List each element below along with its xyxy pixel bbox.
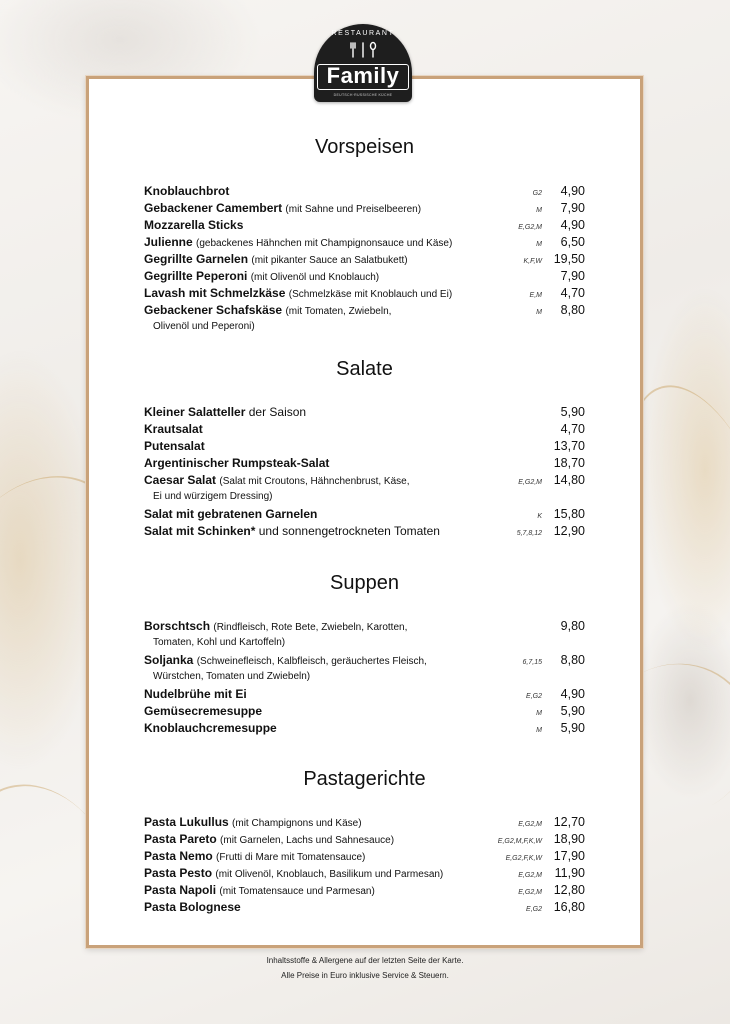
- menu-item: [144, 652, 587, 684]
- item-name: Mozzarella Sticks: [144, 218, 244, 232]
- menu-item: [144, 285, 587, 303]
- item-price: 7,90: [560, 201, 585, 215]
- item-description: (mit Tomatensauce und Parmesan): [219, 886, 375, 897]
- item-price: 17,90: [553, 849, 585, 863]
- item-allergens: M: [536, 241, 542, 248]
- item-name: Krautsalat: [144, 422, 203, 436]
- item-allergens: E,G2,M: [518, 889, 542, 896]
- item-price: 8,80: [560, 653, 585, 667]
- menu-item: [144, 472, 587, 504]
- item-allergens: E,G2,M: [518, 479, 542, 486]
- item-allergens: K,F,W: [523, 258, 542, 265]
- item-name: Pasta Bolognese: [144, 900, 241, 914]
- item-allergens: E,G2: [526, 906, 542, 913]
- menu-item: [144, 848, 587, 866]
- item-allergens: G2: [532, 190, 542, 197]
- item-name: Kleiner Salatteller: [144, 405, 246, 419]
- item-price: 7,90: [560, 269, 585, 283]
- item-price: 18,70: [553, 456, 585, 470]
- item-description: (Salat mit Croutons, Hähnchenbrust, Käse,: [219, 476, 410, 487]
- menu-item: [144, 686, 587, 703]
- menu-item: [144, 523, 587, 540]
- menu-item: [144, 618, 587, 650]
- item-allergens: 5,7,8,12: [516, 530, 542, 537]
- item-description: (mit Olivenöl, Knoblauch, Basilikum und Parmesan): [215, 869, 444, 880]
- item-name: Gebackener Schafskäse: [144, 303, 283, 317]
- item-allergens: E,G2: [526, 693, 542, 700]
- menu-item: [144, 506, 587, 523]
- item-allergens: M: [536, 309, 542, 316]
- item-description: (mit Tomaten, Zwiebeln,: [285, 306, 392, 317]
- menu-item: [144, 720, 587, 737]
- menu-item: [144, 200, 587, 218]
- cutlery-icon: [314, 41, 412, 63]
- item-name: Pasta Lukullus: [144, 815, 229, 829]
- item-description-line2: Würstchen, Tomaten und Zwiebeln): [153, 671, 311, 682]
- item-description: (mit Sahne und Preiselbeeren): [285, 204, 422, 215]
- item-name: Gegrillte Garnelen: [144, 252, 249, 266]
- item-name: Soljanka: [144, 653, 194, 667]
- section-title-pastagerichte: Pastagerichte: [303, 768, 426, 790]
- section-title-suppen: Suppen: [330, 572, 399, 594]
- item-allergens: M: [536, 207, 542, 214]
- menu-item: [144, 455, 587, 472]
- footer-allergen-note: Inhaltsstoffe & Allergene auf der letzten Seite der Karte.: [266, 956, 464, 965]
- menu-item: [144, 865, 587, 883]
- restaurant-logo: [314, 24, 412, 102]
- item-name: Salat mit Schinken*: [144, 524, 256, 538]
- menu-item: [144, 438, 587, 455]
- item-description-line2: Olivenöl und Peperoni): [153, 321, 255, 332]
- item-price: 14,80: [553, 473, 585, 487]
- item-allergens: E,G2,M: [518, 872, 542, 879]
- item-price: 16,80: [553, 900, 585, 914]
- item-price: 13,70: [553, 439, 585, 453]
- item-price: 5,90: [560, 704, 585, 718]
- item-description: (gebackenes Hähnchen mit Champignonsauce und Käse): [196, 238, 453, 249]
- item-name: Putensalat: [144, 439, 205, 453]
- item-description: (mit Garnelen, Lachs und Sahnesauce): [220, 835, 395, 846]
- item-description: (Schweinefleisch, Kalbfleisch, geräuchertes Fleisch,: [196, 656, 427, 667]
- menu-item: [144, 404, 587, 421]
- menu-item: [144, 302, 587, 334]
- logo-wordmark: Family: [317, 64, 409, 90]
- item-name: Pasta Napoli: [144, 883, 217, 897]
- item-description: (mit Olivenöl und Knoblauch): [250, 272, 380, 283]
- section-title-salate: Salate: [336, 358, 393, 380]
- item-name: Julienne: [144, 235, 193, 249]
- item-name: Knoblauchcremesuppe: [144, 721, 277, 735]
- menu-item: [144, 183, 587, 200]
- item-name: Nudelbrühe mit Ei: [144, 687, 247, 701]
- item-name: Gebackener Camembert: [144, 201, 283, 215]
- menu-item: [144, 882, 587, 900]
- item-name: Argentinischer Rumpsteak-Salat: [144, 456, 330, 470]
- item-description: und sonnengetrockneten Tomaten: [258, 524, 440, 538]
- item-description: (mit Champignons und Käse): [232, 818, 362, 829]
- item-price: 19,50: [553, 252, 585, 266]
- item-allergens: M: [536, 710, 542, 717]
- item-description: (mit pikanter Sauce an Salatbukett): [251, 255, 408, 266]
- item-description: (Rindfleisch, Rote Bete, Zwiebeln, Karotten,: [213, 622, 408, 633]
- menu-item: [144, 234, 587, 252]
- menu-item: [144, 703, 587, 720]
- item-price: 6,50: [560, 235, 585, 249]
- item-name: Pasta Pareto: [144, 832, 217, 846]
- item-price: 5,90: [560, 405, 585, 419]
- item-price: 8,80: [560, 303, 585, 317]
- menu-item: [144, 814, 587, 832]
- item-name: Pasta Pesto: [144, 866, 213, 880]
- item-name: Caesar Salat: [144, 473, 217, 487]
- item-allergens: K: [537, 513, 542, 520]
- item-price: 5,90: [560, 721, 585, 735]
- item-allergens: E,G2,F,K,W: [505, 855, 542, 862]
- footer-price-note: Alle Preise in Euro inklusive Service & Steuern.: [281, 971, 449, 980]
- item-name: Pasta Nemo: [144, 849, 213, 863]
- logo-tagline: DEUTSCH·RUSSISCHE KÜCHE: [333, 93, 393, 97]
- item-price: 15,80: [553, 507, 585, 521]
- item-name: Gemüsecremesuppe: [144, 704, 263, 718]
- item-name: Borschtsch: [144, 619, 211, 633]
- item-price: 12,70: [553, 815, 585, 829]
- item-price: 4,90: [560, 218, 585, 232]
- item-allergens: E,G2,M: [518, 821, 542, 828]
- item-price: 11,90: [554, 866, 585, 880]
- item-name: Gegrillte Peperoni: [144, 269, 248, 283]
- item-description: (Frutti di Mare mit Tomatensauce): [216, 852, 366, 863]
- item-allergens: E,M: [529, 292, 542, 299]
- menu-item: [144, 899, 587, 916]
- item-price: 12,80: [553, 883, 585, 897]
- menu-item: [144, 217, 587, 234]
- menu-item: [144, 268, 587, 286]
- menu-item: [144, 421, 587, 438]
- item-price: 4,70: [560, 422, 585, 436]
- item-allergens: M: [536, 727, 542, 734]
- item-price: 4,90: [560, 184, 585, 198]
- fork-knife-spoon-icon: [343, 41, 383, 59]
- item-description: (Schmelzkäse mit Knoblauch und Ei): [288, 289, 453, 300]
- item-allergens: E,G2,M: [518, 224, 542, 231]
- item-allergens: 6,7,15: [522, 659, 542, 666]
- item-price: 12,90: [553, 524, 585, 538]
- item-price: 4,70: [560, 286, 585, 300]
- item-price: 9,80: [560, 619, 585, 633]
- item-name: Knoblauchbrot: [144, 184, 230, 198]
- item-name: Lavash mit Schmelzkäse: [144, 286, 286, 300]
- item-name: Salat mit gebratenen Garnelen: [144, 507, 318, 521]
- menu-item: [144, 831, 587, 849]
- item-description-line2: Ei und würzigem Dressing): [153, 491, 273, 502]
- menu-item: [144, 251, 587, 269]
- item-description: der Saison: [248, 405, 307, 419]
- item-price: 4,90: [560, 687, 585, 701]
- item-allergens: E,G2,M,F,K,W: [497, 838, 542, 845]
- item-price: 18,90: [553, 832, 585, 846]
- section-title-vorspeisen: Vorspeisen: [315, 136, 414, 158]
- item-description-line2: Tomaten, Kohl und Kartoffeln): [153, 637, 286, 648]
- logo-arc-text: RESTAURANT: [331, 30, 395, 37]
